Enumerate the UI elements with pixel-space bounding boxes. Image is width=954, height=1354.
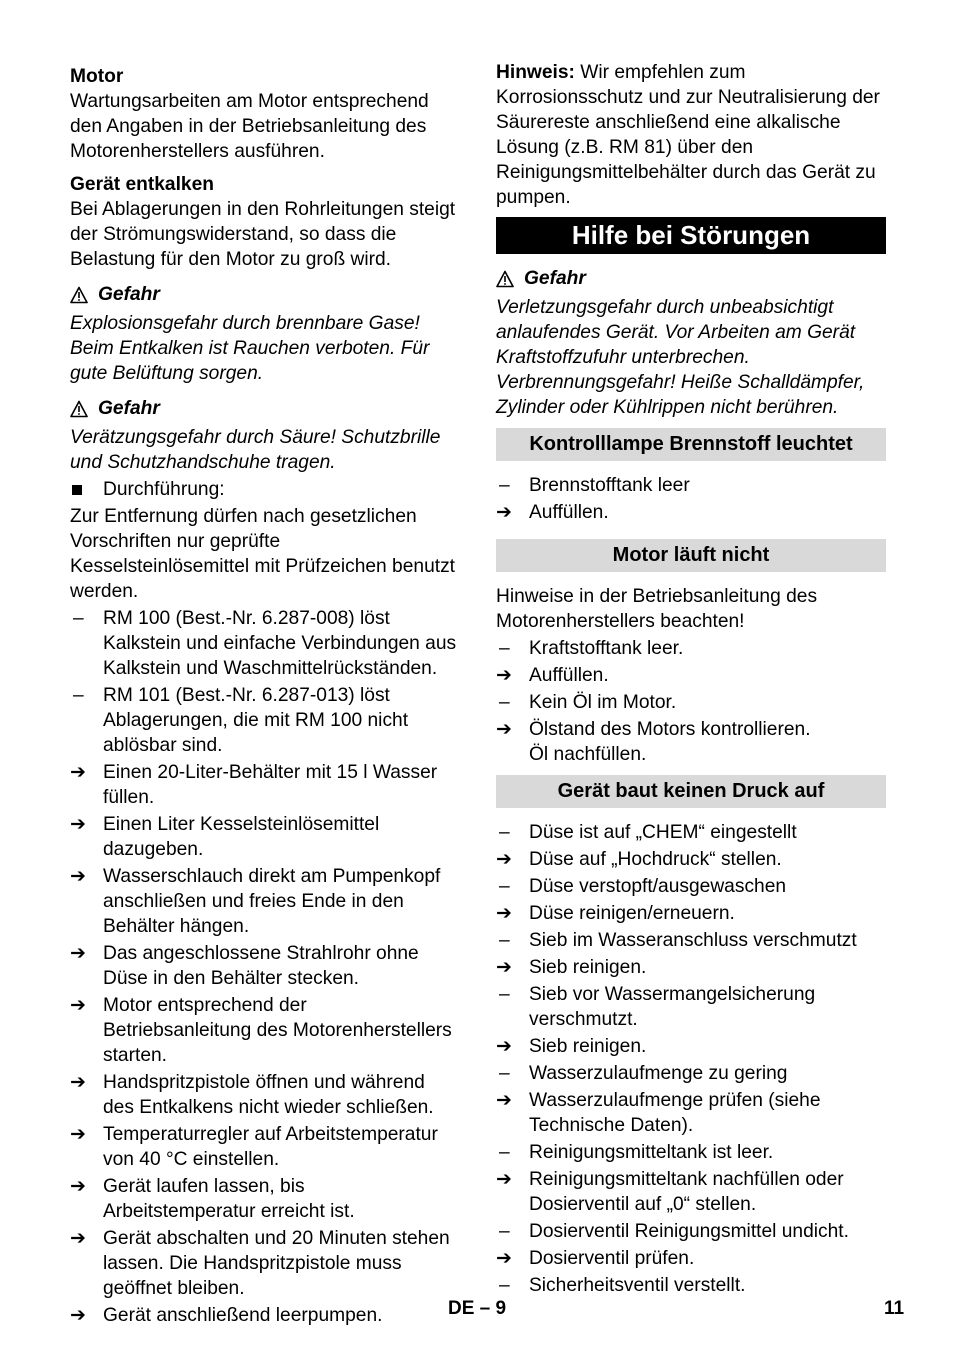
- arrow-right-icon: ➔: [70, 1072, 87, 1093]
- dash-bullet-icon: –: [499, 876, 510, 897]
- continuation-text: Öl nachfüllen.: [529, 744, 647, 765]
- list-item-text: Sieb reinigen.: [529, 1036, 647, 1057]
- list-item: [496, 1246, 886, 1271]
- list-item-text: Brennstofftank leer: [529, 475, 690, 496]
- descale-steps-list: [70, 606, 460, 1328]
- dash-bullet-icon: –: [73, 685, 84, 706]
- arrow-right-icon: ➔: [496, 1090, 513, 1111]
- list-item-text: Sieb reinigen.: [529, 957, 647, 978]
- warning-3-text-1: Verletzungsgefahr durch unbeabsichtigt anlaufendes Gerät. Vor Arbeiten am Gerät Kraftstoffzufuhr unterbrechen.: [496, 297, 856, 368]
- list-item-text: Düse reinigen/erneuern.: [529, 903, 735, 924]
- list-item-text: Düse verstopft/ausgewaschen: [529, 876, 787, 897]
- warning-triangle-icon: [70, 400, 88, 418]
- list-item: [496, 1088, 886, 1138]
- list-item: [496, 901, 886, 926]
- list-item: [70, 993, 460, 1068]
- warning-label: Gefahr: [98, 398, 160, 419]
- list-item-text: Ölstand des Motors kontrollieren.: [529, 719, 811, 740]
- list-item-text: Kein Öl im Motor.: [529, 692, 677, 713]
- dash-bullet-icon: –: [499, 692, 510, 713]
- motor-not-running-list: [496, 636, 886, 742]
- arrow-right-icon: ➔: [70, 814, 87, 835]
- subsection-motor-not-running: Motor läuft nicht: [496, 539, 886, 572]
- dash-bullet-icon: –: [499, 1063, 510, 1084]
- note-paragraph: [496, 60, 886, 210]
- footer-language-page: DE – 9: [448, 1298, 507, 1319]
- arrow-right-icon: ➔: [496, 1036, 513, 1057]
- procedure-item: [70, 477, 460, 502]
- dash-bullet-icon: –: [499, 638, 510, 659]
- arrow-right-icon: ➔: [496, 1248, 513, 1269]
- list-item: [496, 1140, 886, 1165]
- list-item-text: Gerät abschalten und 20 Minuten stehen lassen. Die Handspritzpistole muss geöffnet bleiben.: [103, 1228, 450, 1299]
- warning-label: Gefahr: [524, 268, 586, 289]
- descale-heading: Gerät entkalken: [70, 174, 214, 195]
- list-item: [496, 820, 886, 845]
- list-item: [496, 955, 886, 980]
- list-item-text: Düse ist auf „CHEM“ eingestellt: [529, 822, 797, 843]
- warning-triangle-icon: [70, 286, 88, 304]
- warning-1-text: Explosionsgefahr durch brennbare Gase! Beim Entkalken ist Rauchen verboten. Für gute Belüftung sorgen.: [70, 313, 430, 384]
- arrow-right-icon: ➔: [70, 1124, 87, 1145]
- warning-3: [496, 266, 886, 291]
- left-column: [70, 60, 460, 1328]
- list-item: [70, 760, 460, 810]
- list-item: [496, 663, 886, 688]
- list-item-text: Sicherheitsventil verstellt.: [529, 1275, 746, 1296]
- arrow-right-icon: ➔: [70, 1305, 87, 1326]
- dash-bullet-icon: –: [499, 1275, 510, 1296]
- list-item-text: Temperaturregler auf Arbeitstemperatur von 40 °C einstellen.: [103, 1124, 438, 1170]
- arrow-right-icon: ➔: [70, 995, 87, 1016]
- list-item: [496, 1167, 886, 1217]
- list-item-text: Einen 20-Liter-Behälter mit 15 l Wasser füllen.: [103, 762, 438, 808]
- list-item-text: Dosierventil prüfen.: [529, 1248, 695, 1269]
- list-item: [496, 1219, 886, 1244]
- fuel-lamp-list: [496, 473, 886, 525]
- warning-label: Gefahr: [98, 284, 160, 305]
- arrow-right-icon: ➔: [70, 1228, 87, 1249]
- procedure-text: Zur Entfernung dürfen nach gesetzlichen Vorschriften nur geprüfte Kesselsteinlösemittel mit Prüfzeichen benutzt werden.: [70, 506, 455, 602]
- section-title: Hilfe bei Störungen: [496, 217, 886, 254]
- warning-1: [70, 282, 460, 307]
- list-item: [496, 690, 886, 715]
- warning-3-text-2: Verbrennungsgefahr! Heiße Schalldämpfer, Zylinder oder Kühlrippen nicht berühren.: [496, 372, 865, 418]
- list-item: [70, 864, 460, 939]
- list-item-text: Gerät anschließend leerpumpen.: [103, 1305, 383, 1326]
- list-item: [496, 1273, 886, 1298]
- list-item-text: Wasserzulaufmenge zu gering: [529, 1063, 788, 1084]
- dash-bullet-icon: –: [499, 1221, 510, 1242]
- list-item: [70, 1174, 460, 1224]
- list-item: [496, 717, 886, 742]
- list-item-text: Gerät laufen lassen, bis Arbeitstemperatur erreicht ist.: [103, 1176, 355, 1222]
- list-item: [70, 1303, 460, 1328]
- list-item: [496, 928, 886, 953]
- arrow-right-icon: ➔: [70, 943, 87, 964]
- list-item-text: Einen Liter Kesselsteinlösemittel dazugeben.: [103, 814, 380, 860]
- arrow-right-icon: ➔: [496, 719, 513, 740]
- dash-bullet-icon: –: [499, 984, 510, 1005]
- list-item: [496, 1061, 886, 1086]
- list-item-text: Sieb im Wasseranschluss verschmutzt: [529, 930, 857, 951]
- dash-bullet-icon: –: [73, 608, 84, 629]
- subsection-fuel-lamp: Kontrolllampe Brennstoff leuchtet: [496, 428, 886, 461]
- square-bullet-icon: [72, 485, 82, 495]
- dash-bullet-icon: –: [499, 1142, 510, 1163]
- no-pressure-list: [496, 820, 886, 1298]
- motor-intro-text: Hinweise in der Betriebsanleitung des Motorenherstellers beachten!: [496, 586, 818, 632]
- list-item-text: Sieb vor Wassermangelsicherung verschmutzt.: [529, 984, 816, 1030]
- list-item-text: RM 100 (Best.-Nr. 6.287-008) löst Kalkstein und einfache Verbindungen aus Kalkstein und Waschmittelrückständen.: [103, 608, 457, 679]
- arrow-right-icon: ➔: [496, 957, 513, 978]
- list-item: [496, 847, 886, 872]
- list-item-text: Wasserschlauch direkt am Pumpenkopf anschließen und freies Ende in den Behälter hängen.: [103, 866, 441, 937]
- arrow-right-icon: ➔: [496, 849, 513, 870]
- dash-bullet-icon: –: [499, 930, 510, 951]
- list-item: [496, 874, 886, 899]
- note-text: Wir empfehlen zum Korrosionsschutz und zur Neutralisierung der Säurereste anschließend eine alkalische Lösung (z.B. RM 81) über den Reinigungsmittelbehälter durch das Gerät zu pumpen.: [496, 62, 880, 208]
- list-item-text: Handspritzpistole öffnen und während des Entkalkens nicht wieder schließen.: [103, 1072, 434, 1118]
- warning-2: [70, 396, 460, 421]
- motor-text: Wartungsarbeiten am Motor entsprechend den Angaben in der Betriebsanleitung des Motorenherstellers ausführen.: [70, 91, 429, 162]
- list-item-text: Wasserzulaufmenge prüfen (siehe Technische Daten).: [529, 1090, 821, 1136]
- list-item: [496, 1034, 886, 1059]
- list-item: [496, 982, 886, 1032]
- warning-triangle-icon: [496, 270, 514, 288]
- list-item-text: Dosierventil Reinigungsmittel undicht.: [529, 1221, 849, 1242]
- procedure-label: Durchführung:: [103, 479, 225, 500]
- arrow-right-icon: ➔: [70, 866, 87, 887]
- list-item-text: Reinigungsmitteltank nachfüllen oder Dosierventil auf „0“ stellen.: [529, 1169, 844, 1215]
- right-column: [496, 60, 886, 1298]
- list-item: [496, 636, 886, 661]
- dash-bullet-icon: –: [499, 822, 510, 843]
- list-item: [70, 1070, 460, 1120]
- arrow-right-icon: ➔: [496, 502, 513, 523]
- list-item-text: Auffüllen.: [529, 665, 609, 686]
- list-item: [496, 500, 886, 525]
- list-item: [70, 941, 460, 991]
- arrow-right-icon: ➔: [496, 1169, 513, 1190]
- motor-heading: Motor: [70, 66, 124, 87]
- list-item-text: RM 101 (Best.-Nr. 6.287-013) löst Ablagerungen, die mit RM 100 nicht ablösbar sind.: [103, 685, 409, 756]
- note-label: Hinweis:: [496, 62, 575, 83]
- arrow-right-icon: ➔: [496, 665, 513, 686]
- list-item: [70, 606, 460, 681]
- warning-2-text: Verätzungsgefahr durch Säure! Schutzbrille und Schutzhandschuhe tragen.: [70, 427, 441, 473]
- descale-text: Bei Ablagerungen in den Rohrleitungen steigt der Strömungswiderstand, so dass die Belastung für den Motor zu groß wird.: [70, 199, 456, 270]
- arrow-right-icon: ➔: [70, 1176, 87, 1197]
- list-item-text: Das angeschlossene Strahlrohr ohne Düse in den Behälter stecken.: [103, 943, 419, 989]
- list-item-text: Kraftstofftank leer.: [529, 638, 684, 659]
- dash-bullet-icon: –: [499, 475, 510, 496]
- list-item: [70, 1122, 460, 1172]
- list-item-text: Motor entsprechend der Betriebsanleitung des Motorenherstellers starten.: [103, 995, 452, 1066]
- subsection-no-pressure: Gerät baut keinen Druck auf: [496, 775, 886, 808]
- arrow-right-icon: ➔: [70, 762, 87, 783]
- list-item: [70, 1226, 460, 1301]
- list-item-text: Auffüllen.: [529, 502, 609, 523]
- list-item: [70, 812, 460, 862]
- list-item-text: Düse auf „Hochdruck“ stellen.: [529, 849, 782, 870]
- footer-page-number: 11: [884, 1298, 905, 1319]
- list-item-text: Reinigungsmitteltank ist leer.: [529, 1142, 774, 1163]
- arrow-right-icon: ➔: [496, 903, 513, 924]
- list-item: [496, 473, 886, 498]
- list-item: [70, 683, 460, 758]
